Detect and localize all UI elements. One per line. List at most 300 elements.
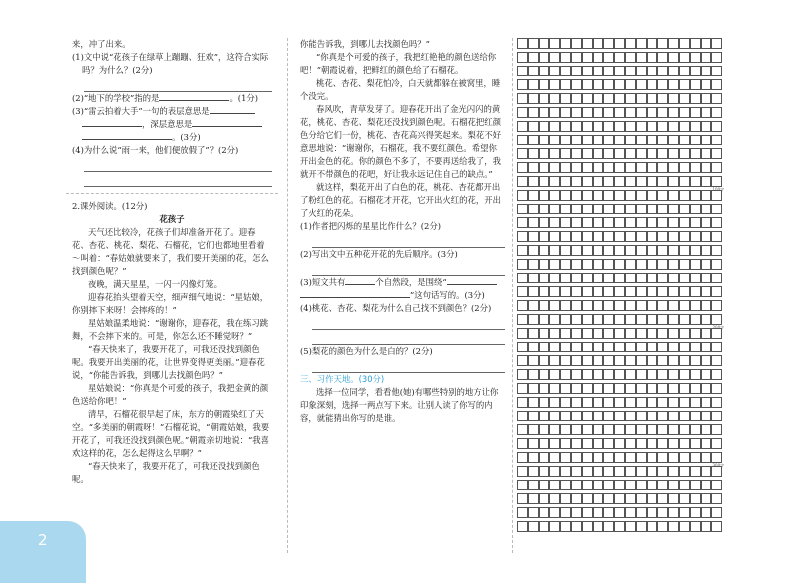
grid-cell[interactable] — [571, 480, 582, 491]
grid-cell[interactable] — [647, 162, 658, 173]
grid-cell[interactable] — [647, 521, 658, 532]
grid-cell[interactable] — [603, 383, 614, 394]
grid-cell[interactable] — [711, 190, 722, 201]
grid-cell[interactable] — [657, 135, 668, 146]
grid-cell[interactable] — [636, 107, 647, 118]
grid-cell[interactable] — [625, 121, 636, 132]
grid-cell[interactable] — [517, 314, 528, 325]
grid-cell[interactable] — [603, 148, 614, 159]
grid-cell[interactable] — [517, 355, 528, 366]
grid-cell[interactable] — [528, 493, 539, 504]
grid-cell[interactable] — [668, 135, 679, 146]
grid-cell[interactable] — [549, 342, 560, 353]
grid-cell[interactable] — [701, 259, 712, 270]
grid-cell[interactable] — [549, 259, 560, 270]
grid-cell[interactable] — [517, 148, 528, 159]
grid-cell[interactable] — [711, 162, 722, 173]
grid-cell[interactable] — [701, 107, 712, 118]
grid-cell[interactable] — [657, 521, 668, 532]
grid-cell[interactable] — [560, 328, 571, 339]
grid-cell[interactable] — [528, 480, 539, 491]
grid-cell[interactable] — [549, 424, 560, 435]
grid-cell[interactable] — [614, 245, 625, 256]
grid-cell[interactable] — [657, 438, 668, 449]
grid-cell[interactable] — [582, 424, 593, 435]
grid-cell[interactable] — [582, 245, 593, 256]
grid-cell[interactable] — [614, 259, 625, 270]
grid-cell[interactable] — [582, 521, 593, 532]
grid-cell[interactable] — [657, 273, 668, 284]
grid-cell[interactable] — [539, 493, 550, 504]
grid-cell[interactable] — [560, 300, 571, 311]
grid-cell[interactable] — [668, 355, 679, 366]
grid-cell[interactable] — [582, 38, 593, 49]
grid-cell[interactable] — [539, 314, 550, 325]
grid-cell[interactable] — [549, 52, 560, 63]
grid-cell[interactable] — [571, 135, 582, 146]
grid-cell[interactable] — [582, 176, 593, 187]
grid-cell[interactable] — [603, 176, 614, 187]
grid-cell[interactable] — [582, 342, 593, 353]
grid-cell[interactable] — [582, 217, 593, 228]
grid-cell[interactable] — [625, 162, 636, 173]
grid-cell[interactable] — [614, 328, 625, 339]
grid-cell[interactable] — [679, 190, 690, 201]
grid-cell[interactable] — [701, 369, 712, 380]
grid-cell[interactable] — [711, 93, 722, 104]
grid-cell[interactable] — [603, 273, 614, 284]
grid-cell[interactable] — [614, 355, 625, 366]
grid-cell[interactable] — [560, 190, 571, 201]
grid-cell[interactable] — [647, 328, 658, 339]
grid-cell[interactable] — [679, 438, 690, 449]
grid-cell[interactable] — [517, 79, 528, 90]
grid-cell[interactable] — [647, 245, 658, 256]
grid-cell[interactable] — [571, 245, 582, 256]
grid-cell[interactable] — [593, 273, 604, 284]
grid-cell[interactable] — [549, 107, 560, 118]
grid-cell[interactable] — [636, 79, 647, 90]
grid-cell[interactable] — [614, 273, 625, 284]
grid-cell[interactable] — [560, 424, 571, 435]
grid-cell[interactable] — [571, 424, 582, 435]
grid-cell[interactable] — [668, 286, 679, 297]
grid-cell[interactable] — [690, 493, 701, 504]
grid-cell[interactable] — [614, 93, 625, 104]
grid-cell[interactable] — [539, 411, 550, 422]
grid-cell[interactable] — [593, 411, 604, 422]
grid-cell[interactable] — [625, 521, 636, 532]
grid-cell[interactable] — [517, 383, 528, 394]
grid-cell[interactable] — [517, 286, 528, 297]
grid-cell[interactable] — [539, 204, 550, 215]
grid-cell[interactable] — [711, 300, 722, 311]
grid-cell[interactable] — [517, 38, 528, 49]
grid-cell[interactable] — [647, 38, 658, 49]
grid-cell[interactable] — [690, 93, 701, 104]
grid-cell[interactable] — [668, 245, 679, 256]
grid-cell[interactable] — [647, 355, 658, 366]
grid-cell[interactable] — [690, 480, 701, 491]
grid-cell[interactable] — [614, 369, 625, 380]
grid-cell[interactable] — [571, 217, 582, 228]
grid-cell[interactable] — [647, 259, 658, 270]
grid-cell[interactable] — [528, 52, 539, 63]
grid-cell[interactable] — [701, 493, 712, 504]
grid-cell[interactable] — [560, 355, 571, 366]
grid-cell[interactable] — [560, 107, 571, 118]
grid-cell[interactable] — [679, 369, 690, 380]
grid-cell[interactable] — [539, 369, 550, 380]
grid-cell[interactable] — [603, 438, 614, 449]
grid-cell[interactable] — [668, 162, 679, 173]
grid-cell[interactable] — [701, 452, 712, 463]
grid-cell[interactable] — [614, 411, 625, 422]
grid-cell[interactable] — [625, 66, 636, 77]
grid-cell[interactable] — [647, 121, 658, 132]
grid-cell[interactable] — [647, 507, 658, 518]
grid-cell[interactable] — [571, 93, 582, 104]
grid-cell[interactable] — [668, 507, 679, 518]
grid-cell[interactable] — [582, 273, 593, 284]
grid-cell[interactable] — [657, 355, 668, 366]
grid-cell[interactable] — [679, 66, 690, 77]
grid-cell[interactable] — [593, 521, 604, 532]
grid-cell[interactable] — [636, 231, 647, 242]
grid-cell[interactable] — [571, 52, 582, 63]
grid-cell[interactable] — [582, 452, 593, 463]
grid-cell[interactable] — [701, 411, 712, 422]
grid-cell[interactable] — [517, 507, 528, 518]
grid-cell[interactable] — [701, 135, 712, 146]
grid-cell[interactable] — [690, 314, 701, 325]
grid-cell[interactable] — [625, 342, 636, 353]
answer-blank[interactable] — [447, 276, 497, 285]
grid-cell[interactable] — [582, 162, 593, 173]
grid-cell[interactable] — [701, 383, 712, 394]
grid-cell[interactable] — [690, 273, 701, 284]
grid-cell[interactable] — [701, 121, 712, 132]
grid-cell[interactable] — [603, 314, 614, 325]
grid-cell[interactable] — [636, 438, 647, 449]
grid-cell[interactable] — [668, 397, 679, 408]
grid-cell[interactable] — [647, 273, 658, 284]
grid-cell[interactable] — [549, 79, 560, 90]
grid-cell[interactable] — [701, 328, 712, 339]
grid-cell[interactable] — [517, 342, 528, 353]
grid-cell[interactable] — [690, 217, 701, 228]
grid-cell[interactable] — [668, 314, 679, 325]
grid-cell[interactable] — [657, 369, 668, 380]
grid-cell[interactable] — [571, 148, 582, 159]
answer-line[interactable] — [84, 157, 272, 172]
grid-cell[interactable] — [582, 135, 593, 146]
grid-cell[interactable] — [679, 411, 690, 422]
grid-cell[interactable] — [679, 93, 690, 104]
grid-cell[interactable] — [679, 383, 690, 394]
grid-cell[interactable] — [690, 107, 701, 118]
grid-cell[interactable] — [679, 424, 690, 435]
grid-cell[interactable] — [679, 135, 690, 146]
grid-cell[interactable] — [711, 507, 722, 518]
grid-cell[interactable] — [517, 424, 528, 435]
grid-cell[interactable] — [582, 411, 593, 422]
grid-cell[interactable] — [668, 493, 679, 504]
grid-cell[interactable] — [625, 369, 636, 380]
grid-cell[interactable] — [711, 286, 722, 297]
answer-blank[interactable] — [300, 289, 410, 298]
grid-cell[interactable] — [701, 245, 712, 256]
grid-cell[interactable] — [657, 231, 668, 242]
grid-cell[interactable] — [571, 190, 582, 201]
grid-cell[interactable] — [657, 466, 668, 477]
grid-cell[interactable] — [690, 328, 701, 339]
grid-cell[interactable] — [711, 231, 722, 242]
grid-cell[interactable] — [679, 79, 690, 90]
grid-cell[interactable] — [603, 507, 614, 518]
grid-cell[interactable] — [560, 314, 571, 325]
grid-cell[interactable] — [647, 493, 658, 504]
answer-blank[interactable] — [82, 131, 172, 140]
grid-cell[interactable] — [636, 328, 647, 339]
grid-cell[interactable] — [560, 397, 571, 408]
grid-cell[interactable] — [539, 273, 550, 284]
grid-cell[interactable] — [711, 397, 722, 408]
grid-cell[interactable] — [593, 259, 604, 270]
grid-cell[interactable] — [528, 217, 539, 228]
grid-cell[interactable] — [549, 38, 560, 49]
grid-cell[interactable] — [603, 424, 614, 435]
grid-cell[interactable] — [549, 438, 560, 449]
grid-cell[interactable] — [679, 328, 690, 339]
grid-cell[interactable] — [549, 314, 560, 325]
grid-cell[interactable] — [549, 328, 560, 339]
grid-cell[interactable] — [560, 231, 571, 242]
grid-cell[interactable] — [539, 135, 550, 146]
grid-cell[interactable] — [571, 273, 582, 284]
grid-cell[interactable] — [701, 480, 712, 491]
grid-cell[interactable] — [701, 507, 712, 518]
grid-cell[interactable] — [582, 397, 593, 408]
grid-cell[interactable] — [711, 521, 722, 532]
grid-cell[interactable] — [625, 176, 636, 187]
grid-cell[interactable] — [647, 342, 658, 353]
grid-cell[interactable] — [690, 148, 701, 159]
grid-cell[interactable] — [549, 383, 560, 394]
grid-cell[interactable] — [603, 369, 614, 380]
grid-cell[interactable] — [539, 507, 550, 518]
grid-cell[interactable] — [679, 521, 690, 532]
grid-cell[interactable] — [517, 176, 528, 187]
grid-cell[interactable] — [528, 507, 539, 518]
answer-line[interactable] — [84, 172, 272, 187]
grid-cell[interactable] — [625, 273, 636, 284]
grid-cell[interactable] — [528, 424, 539, 435]
grid-cell[interactable] — [711, 217, 722, 228]
grid-cell[interactable] — [679, 355, 690, 366]
grid-cell[interactable] — [668, 107, 679, 118]
grid-cell[interactable] — [625, 79, 636, 90]
grid-cell[interactable] — [528, 231, 539, 242]
grid-cell[interactable] — [679, 480, 690, 491]
grid-cell[interactable] — [528, 314, 539, 325]
grid-cell[interactable] — [668, 452, 679, 463]
grid-cell[interactable] — [571, 328, 582, 339]
grid-cell[interactable] — [517, 259, 528, 270]
grid-cell[interactable] — [690, 300, 701, 311]
grid-cell[interactable] — [539, 38, 550, 49]
grid-cell[interactable] — [517, 66, 528, 77]
grid-cell[interactable] — [668, 79, 679, 90]
grid-cell[interactable] — [528, 245, 539, 256]
grid-cell[interactable] — [560, 121, 571, 132]
grid-cell[interactable] — [614, 424, 625, 435]
grid-cell[interactable] — [614, 493, 625, 504]
grid-cell[interactable] — [571, 286, 582, 297]
grid-cell[interactable] — [593, 66, 604, 77]
grid-cell[interactable] — [539, 424, 550, 435]
grid-cell[interactable] — [614, 507, 625, 518]
grid-cell[interactable] — [528, 162, 539, 173]
grid-cell[interactable] — [549, 148, 560, 159]
grid-cell[interactable] — [614, 135, 625, 146]
grid-cell[interactable] — [593, 231, 604, 242]
grid-cell[interactable] — [593, 52, 604, 63]
grid-cell[interactable] — [539, 107, 550, 118]
grid-cell[interactable] — [636, 286, 647, 297]
grid-cell[interactable] — [668, 190, 679, 201]
grid-cell[interactable] — [528, 328, 539, 339]
grid-cell[interactable] — [679, 217, 690, 228]
grid-cell[interactable] — [679, 342, 690, 353]
grid-cell[interactable] — [517, 438, 528, 449]
grid-cell[interactable] — [571, 231, 582, 242]
grid-cell[interactable] — [701, 286, 712, 297]
grid-cell[interactable] — [690, 383, 701, 394]
grid-cell[interactable] — [647, 79, 658, 90]
answer-blank[interactable] — [192, 118, 262, 127]
answer-blank[interactable] — [82, 118, 142, 127]
grid-cell[interactable] — [668, 93, 679, 104]
grid-cell[interactable] — [593, 438, 604, 449]
grid-cell[interactable] — [701, 162, 712, 173]
grid-cell[interactable] — [539, 217, 550, 228]
grid-cell[interactable] — [668, 480, 679, 491]
grid-cell[interactable] — [711, 79, 722, 90]
grid-cell[interactable] — [657, 411, 668, 422]
grid-cell[interactable] — [625, 217, 636, 228]
grid-cell[interactable] — [711, 466, 722, 477]
grid-cell[interactable] — [679, 286, 690, 297]
grid-cell[interactable] — [657, 121, 668, 132]
grid-cell[interactable] — [625, 397, 636, 408]
grid-cell[interactable] — [690, 162, 701, 173]
grid-cell[interactable] — [690, 204, 701, 215]
grid-cell[interactable] — [668, 369, 679, 380]
grid-cell[interactable] — [549, 273, 560, 284]
grid-cell[interactable] — [711, 328, 722, 339]
grid-cell[interactable] — [528, 383, 539, 394]
grid-cell[interactable] — [679, 176, 690, 187]
grid-cell[interactable] — [517, 521, 528, 532]
grid-cell[interactable] — [560, 507, 571, 518]
grid-cell[interactable] — [647, 466, 658, 477]
grid-cell[interactable] — [625, 411, 636, 422]
grid-cell[interactable] — [690, 121, 701, 132]
grid-cell[interactable] — [647, 397, 658, 408]
grid-cell[interactable] — [647, 369, 658, 380]
grid-cell[interactable] — [560, 79, 571, 90]
grid-cell[interactable] — [603, 190, 614, 201]
grid-cell[interactable] — [679, 231, 690, 242]
grid-cell[interactable] — [625, 204, 636, 215]
grid-cell[interactable] — [679, 273, 690, 284]
grid-cell[interactable] — [603, 121, 614, 132]
grid-cell[interactable] — [560, 273, 571, 284]
grid-cell[interactable] — [582, 369, 593, 380]
grid-cell[interactable] — [679, 162, 690, 173]
grid-cell[interactable] — [593, 383, 604, 394]
grid-cell[interactable] — [636, 466, 647, 477]
grid-cell[interactable] — [560, 148, 571, 159]
grid-cell[interactable] — [701, 424, 712, 435]
grid-cell[interactable] — [582, 493, 593, 504]
grid-cell[interactable] — [657, 107, 668, 118]
grid-cell[interactable] — [647, 452, 658, 463]
answer-line[interactable] — [312, 358, 505, 373]
grid-cell[interactable] — [549, 300, 560, 311]
grid-cell[interactable] — [539, 328, 550, 339]
grid-cell[interactable] — [560, 383, 571, 394]
grid-cell[interactable] — [560, 66, 571, 77]
grid-cell[interactable] — [560, 217, 571, 228]
grid-cell[interactable] — [647, 438, 658, 449]
grid-cell[interactable] — [560, 52, 571, 63]
grid-cell[interactable] — [657, 245, 668, 256]
grid-cell[interactable] — [636, 342, 647, 353]
grid-cell[interactable] — [668, 148, 679, 159]
grid-cell[interactable] — [701, 148, 712, 159]
grid-cell[interactable] — [603, 231, 614, 242]
grid-cell[interactable] — [560, 245, 571, 256]
grid-cell[interactable] — [711, 383, 722, 394]
grid-cell[interactable] — [571, 452, 582, 463]
grid-cell[interactable] — [711, 259, 722, 270]
grid-cell[interactable] — [539, 66, 550, 77]
grid-cell[interactable] — [603, 107, 614, 118]
grid-cell[interactable] — [603, 135, 614, 146]
grid-cell[interactable] — [657, 259, 668, 270]
grid-cell[interactable] — [571, 466, 582, 477]
grid-cell[interactable] — [690, 411, 701, 422]
grid-cell[interactable] — [625, 328, 636, 339]
grid-cell[interactable] — [539, 259, 550, 270]
grid-cell[interactable] — [679, 300, 690, 311]
grid-cell[interactable] — [647, 231, 658, 242]
grid-cell[interactable] — [625, 383, 636, 394]
grid-cell[interactable] — [679, 259, 690, 270]
grid-cell[interactable] — [593, 79, 604, 90]
grid-cell[interactable] — [571, 342, 582, 353]
grid-cell[interactable] — [571, 107, 582, 118]
grid-cell[interactable] — [539, 148, 550, 159]
grid-cell[interactable] — [668, 342, 679, 353]
grid-cell[interactable] — [539, 300, 550, 311]
grid-cell[interactable] — [528, 38, 539, 49]
grid-cell[interactable] — [657, 176, 668, 187]
grid-cell[interactable] — [603, 162, 614, 173]
grid-cell[interactable] — [701, 273, 712, 284]
